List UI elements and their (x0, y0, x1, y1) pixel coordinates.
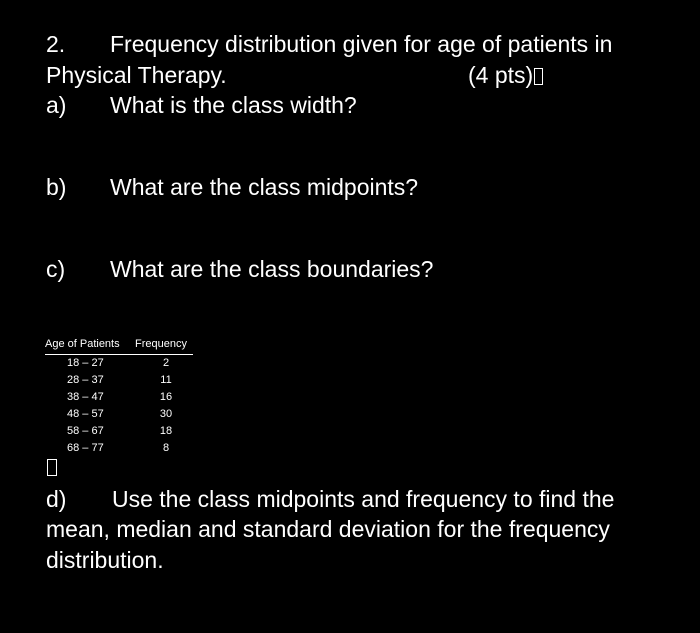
part-c-label: c) (46, 256, 66, 282)
frequency-table (45, 336, 193, 457)
age-cell: 18 – 27 (67, 357, 104, 369)
question-title-line1: Frequency distribution given for age of patients in (110, 31, 613, 57)
header-frequency: Frequency (135, 338, 187, 350)
frequency-cell: 18 (159, 425, 173, 437)
points-text: (4 pts) (468, 62, 534, 88)
age-cell: 68 – 77 (67, 442, 104, 454)
part-a-text: What is the class width? (110, 92, 357, 118)
age-cell: 28 – 37 (67, 374, 104, 386)
part-d-label: d) (46, 486, 67, 512)
part-a-label: a) (46, 92, 67, 118)
part-d-text-line2: mean, median and standard deviation for the frequency (46, 516, 610, 542)
table-row (45, 440, 193, 457)
age-cell: 38 – 47 (67, 391, 104, 403)
frequency-cell: 30 (159, 408, 173, 420)
frequency-cell: 2 (162, 357, 170, 369)
points-label (468, 61, 543, 89)
frequency-cell: 8 (162, 442, 170, 454)
part-b-text: What are the class midpoints? (110, 174, 419, 200)
table-header (45, 336, 193, 355)
missing-glyph-icon (47, 459, 57, 476)
frequency-cell: 16 (159, 391, 173, 403)
question-title-line2: Physical Therapy. (46, 62, 227, 88)
table-row (45, 389, 193, 406)
part-c-text: What are the class boundaries? (110, 256, 434, 282)
table-row (45, 372, 193, 389)
age-cell: 48 – 57 (67, 408, 104, 420)
table-row (45, 406, 193, 423)
part-d-text-line3: distribution. (46, 547, 164, 573)
frequency-cell: 11 (160, 374, 172, 386)
question-number: 2. (46, 31, 66, 57)
missing-glyph-icon (534, 68, 543, 85)
header-age: Age of Patients (45, 338, 120, 350)
part-d-text-line1: Use the class midpoints and frequency to find the (112, 486, 615, 512)
part-b-label: b) (46, 174, 67, 200)
table-row (45, 355, 193, 372)
age-cell: 58 – 67 (67, 425, 104, 437)
table-row (45, 423, 193, 440)
